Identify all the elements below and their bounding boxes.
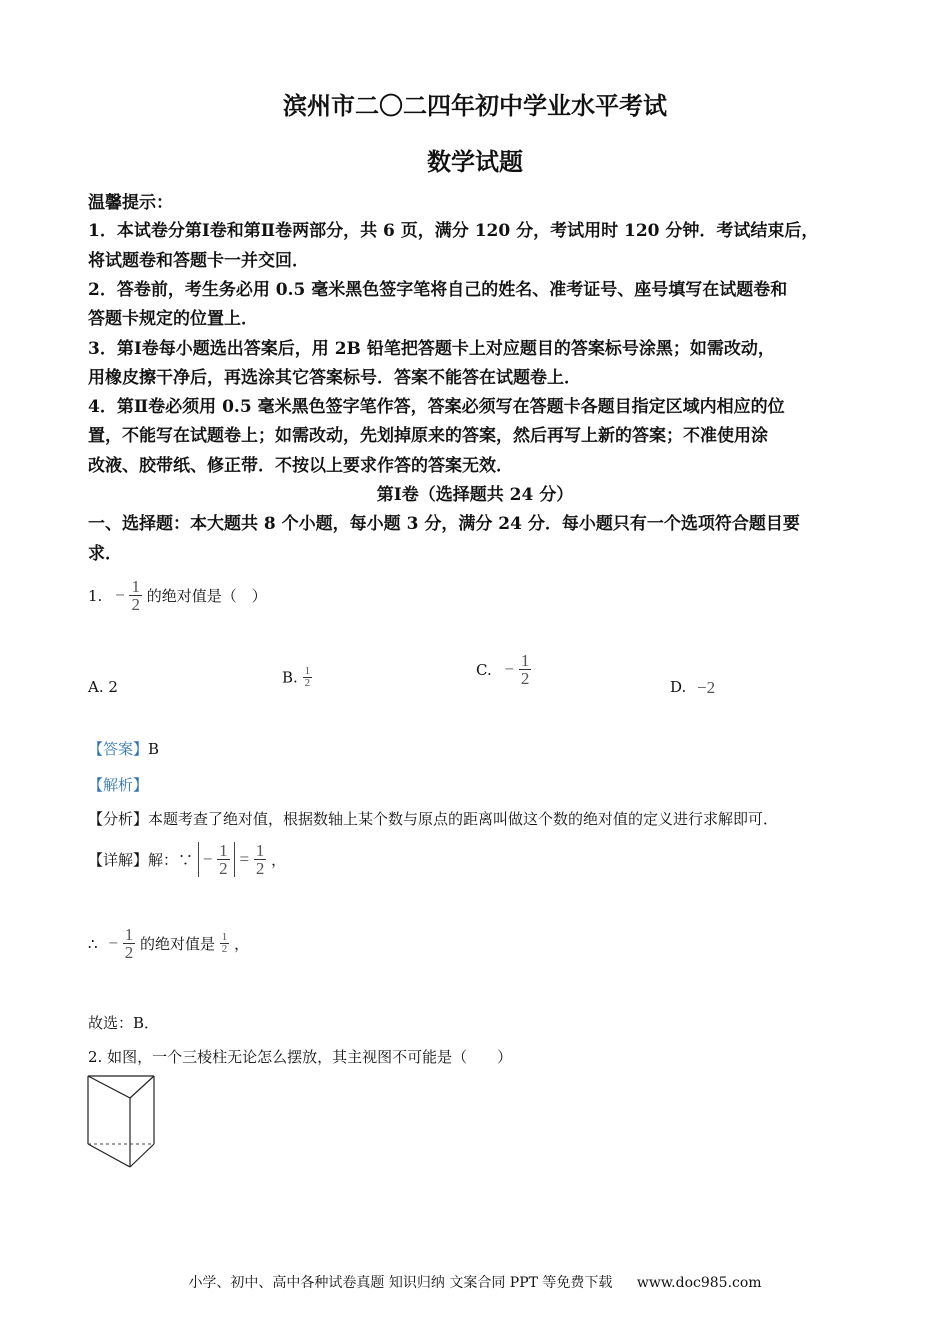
tip-line: 用橡皮擦干净后，再选涂其它答案标号．答案不能答在试题卷上．	[88, 368, 581, 388]
tip-line: 将试题卷和答题卡一并交回．	[88, 251, 309, 271]
minus-sign: −	[115, 585, 125, 605]
part-heading: 一、选择题：本大题共 8 个小题，每小题 3 分，满分 24 分．每小题只有一个选项符合题目要	[88, 514, 800, 534]
option-d: D. −2	[670, 678, 716, 697]
q1-number: 1.	[88, 586, 103, 605]
prism-edge	[88, 1144, 130, 1167]
prism-edge	[130, 1144, 154, 1167]
prism-edge	[130, 1076, 154, 1098]
answer-line	[88, 738, 159, 759]
prism-edge	[88, 1076, 130, 1098]
tip-line: 3．第Ⅰ卷每小题选出答案后，用 2B 铅笔把答题卡上对应题目的答案标号涂黑；如需改动，	[88, 339, 775, 359]
option-c: C. − $\frac{1}{2}$	[476, 651, 530, 688]
q1-stem-text: 的绝对值是（ ）	[146, 587, 267, 605]
therefore-line: ∴ − $\frac{1}{2}$ 的绝对值是 $\frac{1}{2}$ ，	[88, 925, 250, 962]
option-b: B. $\frac{1}{2}$	[282, 665, 311, 689]
tip-line: 2．答卷前，考生务必用 0.5 毫米黑色签字笔将自己的姓名、准考证号、座号填写在试题卷和	[88, 280, 788, 300]
fraction: $\frac{1}{2}$	[255, 841, 265, 878]
tip-line: 1．本试卷分第Ⅰ卷和第Ⅱ卷两部分，共 6 页，满分 120 分，考试用时 120 分钟．考试结束后，	[88, 221, 819, 241]
absolute-value: − $\frac{1}{2}$	[198, 842, 235, 877]
option-a: A. 2	[88, 678, 118, 696]
fraction: $\frac{1}{2}$	[520, 651, 530, 688]
fraction: $\frac{1}{2}$	[221, 931, 228, 955]
fraction: $\frac{1}{2}$	[219, 841, 228, 878]
triangular-prism-figure	[84, 1072, 160, 1172]
detail-line: 【详解】解：∵ − $\frac{1}{2}$ = $\frac{1}{2}$ ，	[88, 841, 287, 878]
tip-line: 答题卡规定的位置上．	[88, 309, 258, 329]
fraction: $\frac{1}{2}$	[124, 925, 134, 962]
fraction: $\frac{1}{2}$	[304, 665, 311, 689]
part-heading: 求．	[88, 544, 122, 564]
equals-sign: =	[239, 849, 250, 869]
section-title: 第Ⅰ卷（选择题共 24 分）	[376, 485, 574, 505]
choose-line: 故选：B．	[88, 1014, 160, 1032]
tip-line: 置，不能写在试题卷上；如需改动，先划掉原来的答案，然后再写上新的答案；不准使用涂	[88, 426, 768, 446]
footer-text: 小学、初中、高中各种试卷真题 知识归纳 文案合同 PPT 等免费下载	[188, 1275, 613, 1291]
analysis-text: 【分析】本题考查了绝对值，根据数轴上某个数与原点的距离叫做这个数的绝对值的定义进行求解即可．	[88, 810, 779, 828]
page-footer	[0, 1272, 950, 1292]
fraction: $\frac{1}{2}$	[131, 577, 140, 614]
exam-title: 滨州市二〇二四年初中学业水平考试	[283, 91, 667, 120]
answer-value: B	[148, 740, 160, 758]
analysis-tag: 【解析】	[88, 776, 149, 794]
tip-line: 改液、胶带纸、修正带．不按以上要求作答的答案无效．	[88, 456, 513, 476]
exam-subtitle: 数学试题	[427, 147, 523, 176]
q2-stem: 2. 如图，一个三棱柱无论怎么摆放，其主视图不可能是（ ）	[88, 1048, 513, 1066]
footer-url[interactable]: www.doc985.com	[636, 1275, 762, 1291]
tip-line: 4．第Ⅱ卷必须用 0.5 毫米黑色签字笔作答，答案必须写在答题卡各题目指定区域内相应的位	[88, 397, 785, 417]
answer-tag: 【答案】	[88, 740, 149, 758]
q1-stem	[88, 578, 267, 613]
tips-heading: 温馨提示：	[88, 193, 173, 213]
